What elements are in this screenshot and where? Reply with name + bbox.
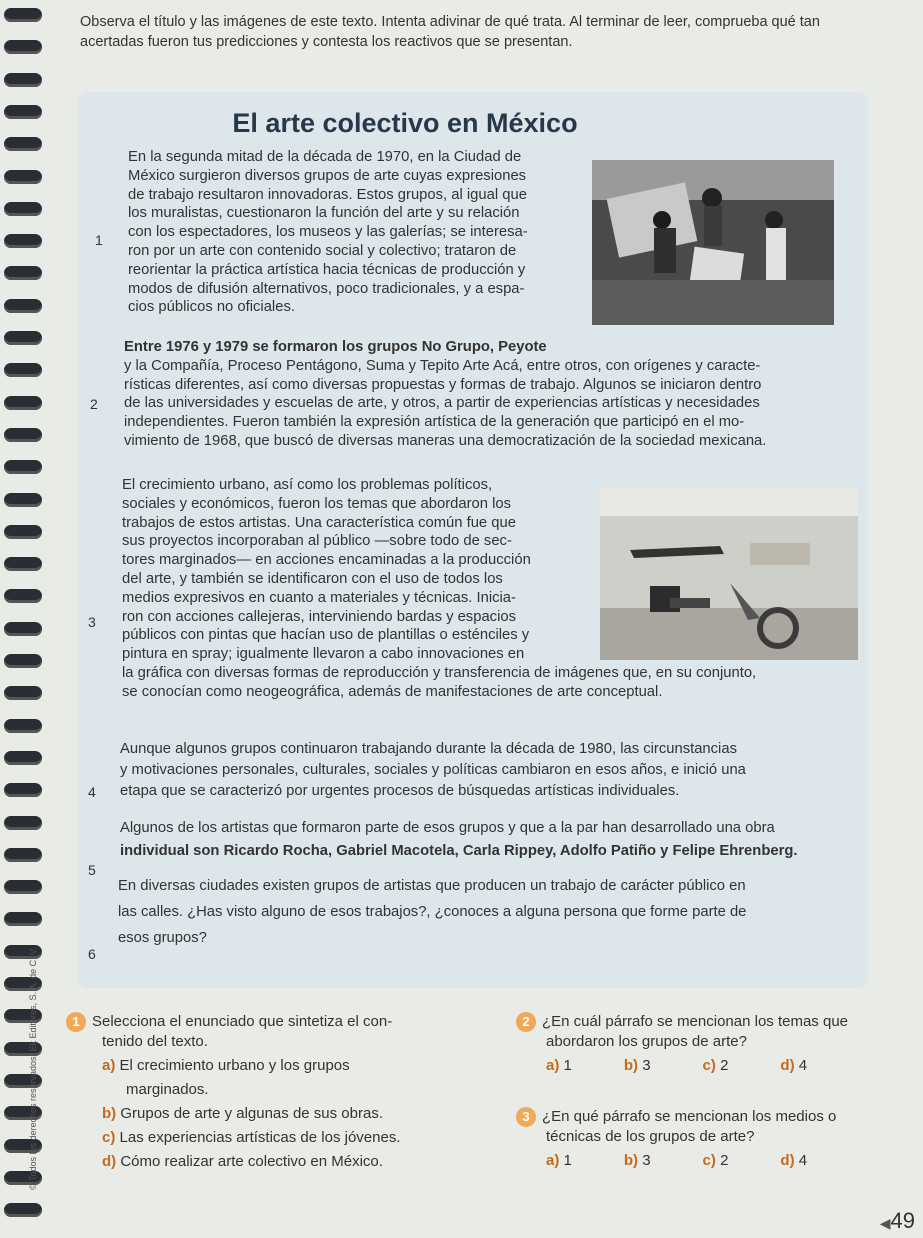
- text-line: pintura en spray; igualmente llevaron a cabo innovaciones en: [122, 646, 525, 663]
- paragraph-2: [124, 338, 859, 451]
- answer-option-a[interactable]: [546, 1056, 572, 1076]
- paragraph-6: [118, 873, 868, 951]
- answer-option-d[interactable]: [780, 1056, 807, 1076]
- option-letter: b): [623, 1057, 639, 1074]
- question-number: 2: [516, 1012, 536, 1032]
- text-line: rísticas diferentes, así como diversas propuestas y formas de trabajo. Algunos se iniciaron dentro: [124, 376, 762, 393]
- question-2: [516, 1012, 911, 1076]
- spiral-ring: [4, 202, 42, 216]
- article-title: El arte colectivo en México: [232, 108, 578, 138]
- spiral-ring: [4, 589, 42, 603]
- text-line: En la segunda mitad de la década de 1970, en la Ciudad de: [128, 149, 522, 165]
- answer-options: [516, 1151, 911, 1171]
- option-letter: d): [780, 1057, 795, 1074]
- text-line: medios expresivos en cuanto a materiales y técnicas. Inicia-: [122, 589, 516, 606]
- spiral-ring: [4, 363, 42, 377]
- paragraph-number: 6: [88, 946, 96, 962]
- text-line: de trabajo resultaron innovadoras. Estos grupos, al igual que: [128, 186, 527, 203]
- text-line: trabajos de estos artistas. Una característica común fue que: [122, 514, 516, 531]
- option-letter: b): [623, 1152, 639, 1169]
- text-line: El crecimiento urbano, así como los problemas políticos,: [122, 477, 493, 493]
- text-line: las calles. ¿Has visto alguno de esos trabajos?, ¿conoces a alguna persona que forme parte de: [118, 904, 747, 920]
- intro-instructions: Observa el título y las imágenes de este texto. Intenta adivinar de qué trata. Al terminar de leer, comprueba qué tan acertadas fueron tus predicciones y contesta los reactivos que se presentan.: [80, 14, 820, 50]
- question-number: 1: [66, 1012, 86, 1032]
- text-line: públicos con pintas que hacían uso de plantillas o esténciles y: [122, 627, 530, 644]
- text-line: Entre 1976 y 1979 se formaron los grupos No Grupo, Peyote: [124, 339, 547, 355]
- paragraph-number: 3: [88, 614, 96, 630]
- photo-gallery-exhibit: [600, 488, 858, 660]
- question-prompt: Selecciona el enunciado que sintetiza el con-: [92, 1013, 393, 1030]
- question-number: 3: [516, 1107, 536, 1127]
- option-text: 4: [798, 1152, 808, 1169]
- spiral-ring: [4, 8, 42, 22]
- text-line: con los espectadores, los museos y las galerías; se interesa-: [128, 224, 528, 241]
- spiral-ring: [4, 686, 42, 700]
- option-letter: c): [702, 1057, 716, 1074]
- page-number-text: 49: [890, 1208, 915, 1233]
- question-prompt: técnicas de los grupos de arte?: [546, 1128, 755, 1145]
- spiral-ring: [4, 816, 42, 830]
- paragraph-number: 2: [90, 396, 98, 412]
- spiral-ring: [4, 1203, 42, 1217]
- option-letter: c): [102, 1129, 116, 1146]
- triangle-marker-icon: ◀: [879, 1215, 891, 1231]
- text-line: ron por un arte con contenido social y colectivo; trataron de: [128, 242, 517, 259]
- spiral-ring: [4, 396, 42, 410]
- answer-option-d[interactable]: [780, 1151, 807, 1171]
- text-line: En diversas ciudades existen grupos de artistas que producen un trabajo de carácter público en: [118, 878, 746, 894]
- question-prompt: abordaron los grupos de arte?: [546, 1033, 747, 1050]
- question-1: [66, 1012, 466, 1172]
- option-letter: b): [102, 1105, 117, 1122]
- option-letter: a): [102, 1057, 116, 1074]
- spiral-ring: [4, 73, 42, 87]
- text-line: se conocían como neogeográfica, además de manifestaciones de arte conceptual.: [122, 683, 663, 700]
- spiral-ring: [4, 460, 42, 474]
- text-line: individual son Ricardo Rocha, Gabriel Macotela, Carla Rippey, Adolfo Patiño y Felipe Ehrenberg.: [120, 843, 798, 859]
- question-3: [516, 1107, 911, 1171]
- option-letter: a): [546, 1152, 560, 1169]
- text-line: Aunque algunos grupos continuaron trabajando durante la década de 1980, las circunstancias: [120, 741, 737, 757]
- page-number: [880, 1208, 915, 1234]
- answer-option-b[interactable]: [624, 1151, 651, 1171]
- option-text: El crecimiento urbano y los grupos: [119, 1057, 350, 1074]
- spiral-ring: [4, 331, 42, 345]
- option-text: 4: [798, 1057, 808, 1074]
- text-line: etapa que se caracterizó por urgentes procesos de búsquedas artísticas individuales.: [120, 783, 680, 799]
- question-prompt: tenido del texto.: [102, 1033, 208, 1050]
- paragraph-4: [120, 739, 865, 802]
- spiral-ring: [4, 557, 42, 571]
- text-line: sus proyectos incorporaban al público —sobre todo de sec-: [122, 533, 512, 550]
- option-text: 1: [563, 1057, 572, 1074]
- answer-options: [516, 1056, 911, 1076]
- spiral-ring: [4, 654, 42, 668]
- spiral-ring: [4, 848, 42, 862]
- text-line: vimiento de 1968, que buscó de diversas maneras una democratización de la sociedad mexicana.: [124, 432, 767, 449]
- answer-option-b[interactable]: [624, 1056, 651, 1076]
- text-line: sociales y económicos, fueron los temas que abordaron los: [122, 495, 512, 512]
- text-line: y la Compañía, Proceso Pentágono, Suma y Tepito Arte Acá, entre otros, con orígenes y caracte-: [124, 357, 761, 374]
- option-letter: d): [780, 1152, 795, 1169]
- option-text: 2: [720, 1057, 729, 1074]
- option-text: marginados.: [126, 1081, 209, 1098]
- text-line: esos grupos?: [118, 930, 207, 946]
- paragraph-number: 5: [88, 862, 96, 878]
- answer-option-a[interactable]: [66, 1056, 466, 1076]
- spiral-ring: [4, 751, 42, 765]
- text-line: de las universidades y escuelas de arte, y otros, a partir de experiencias artísticas y necesidades: [124, 395, 760, 412]
- option-letter: d): [102, 1153, 117, 1170]
- paragraph-number: 4: [88, 784, 96, 800]
- paragraph-5: [120, 817, 865, 863]
- answer-option-a[interactable]: [546, 1151, 572, 1171]
- spiral-ring: [4, 783, 42, 797]
- copyright-note: © Todos los derechos reservados, Ek Editores, S. A. de C. V.: [28, 947, 38, 1190]
- option-text: Cómo realizar arte colectivo en México.: [120, 1153, 383, 1170]
- spiral-ring: [4, 105, 42, 119]
- option-text: 3: [642, 1057, 651, 1074]
- text-line: ron con acciones callejeras, interviniendo bardas y espacios: [122, 608, 516, 625]
- option-letter: a): [546, 1057, 560, 1074]
- text-line: reorientar la práctica artística hacia técnicas de producción y: [128, 261, 526, 278]
- text-line: independientes. Fueron también la expresión artística de la generación que participó en el mo-: [124, 414, 745, 431]
- option-text: Las experiencias artísticas de los jóvenes.: [119, 1129, 401, 1146]
- spiral-ring: [4, 493, 42, 507]
- answer-option-c[interactable]: [703, 1151, 729, 1171]
- spiral-ring: [4, 719, 42, 733]
- question-prompt: ¿En qué párrafo se mencionan los medios o: [542, 1108, 837, 1125]
- spiral-ring: [4, 622, 42, 636]
- option-text: 1: [563, 1152, 572, 1169]
- question-prompt: ¿En cuál párrafo se mencionan los temas que: [542, 1013, 848, 1030]
- option-text: Grupos de arte y algunas de sus obras.: [120, 1105, 383, 1122]
- option-text: 2: [720, 1152, 729, 1169]
- paragraph-number: 1: [95, 232, 103, 248]
- photo-artists-workshop: [592, 160, 834, 325]
- spiral-ring: [4, 428, 42, 442]
- text-line: cios públicos no oficiales.: [128, 299, 295, 316]
- spiral-ring: [4, 40, 42, 54]
- option-letter: c): [702, 1152, 716, 1169]
- text-line: y motivaciones personales, culturales, sociales y políticas cambiaron en esos años, e inició una: [120, 762, 746, 778]
- text-line: del arte, y también se identificaron con el uso de todos los: [122, 570, 503, 587]
- text-line: la gráfica con diversas formas de reproducción y transferencia de imágenes que, en su conjunto,: [122, 664, 757, 681]
- option-text: 3: [642, 1152, 651, 1169]
- spiral-ring: [4, 234, 42, 248]
- text-line: tores marginados— en acciones encaminadas a la producción: [122, 552, 531, 569]
- paragraph-1: [128, 148, 588, 317]
- answer-option-b[interactable]: [66, 1104, 466, 1124]
- spiral-ring: [4, 525, 42, 539]
- answer-option-c[interactable]: [66, 1128, 466, 1148]
- text-line: los muralistas, cuestionaron la función del arte y su relación: [128, 205, 520, 222]
- spiral-ring: [4, 170, 42, 184]
- text-line: México surgieron diversos grupos de arte cuyas expresiones: [128, 167, 527, 184]
- spiral-ring: [4, 299, 42, 313]
- spiral-ring: [4, 266, 42, 280]
- answer-option-d[interactable]: [66, 1152, 466, 1172]
- text-line: Algunos de los artistas que formaron parte de esos grupos y que a la par han desarrollado una obra: [120, 820, 775, 836]
- spiral-ring: [4, 137, 42, 151]
- answer-option-c[interactable]: [703, 1056, 729, 1076]
- text-line: modos de difusión alternativos, poco tradicionales, y a espa-: [128, 280, 525, 297]
